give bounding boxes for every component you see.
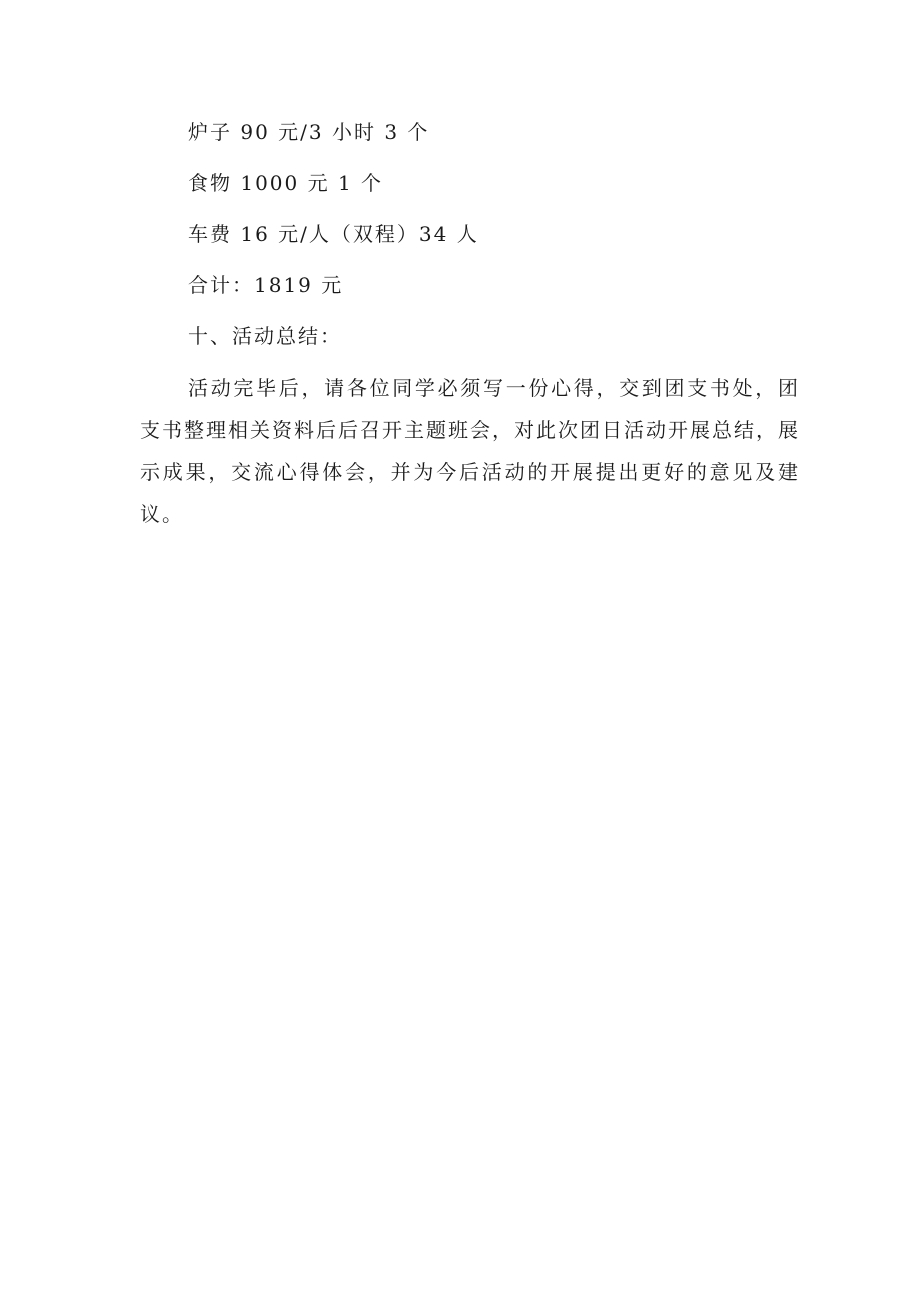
section-heading: 十、活动总结： (188, 324, 342, 348)
cost-item-transport: 车费 16 元/人（双程）34 人 (188, 222, 479, 246)
cost-item-food: 食物 1000 元 1 个 (188, 171, 384, 195)
cost-item-stove: 炉子 90 元/3 小时 3 个 (188, 120, 430, 144)
document-body (140, 112, 800, 535)
summary-paragraph: 活动完毕后，请各位同学必须写一份心得，交到团支书处，团支书整理相关资料后后召开主题班会，对此次团日活动开展总结，展示成果，交流心得体会，并为今后活动的开展提出更好的意见及建议。 (140, 376, 800, 526)
cost-total: 合计：1819 元 (188, 273, 344, 297)
